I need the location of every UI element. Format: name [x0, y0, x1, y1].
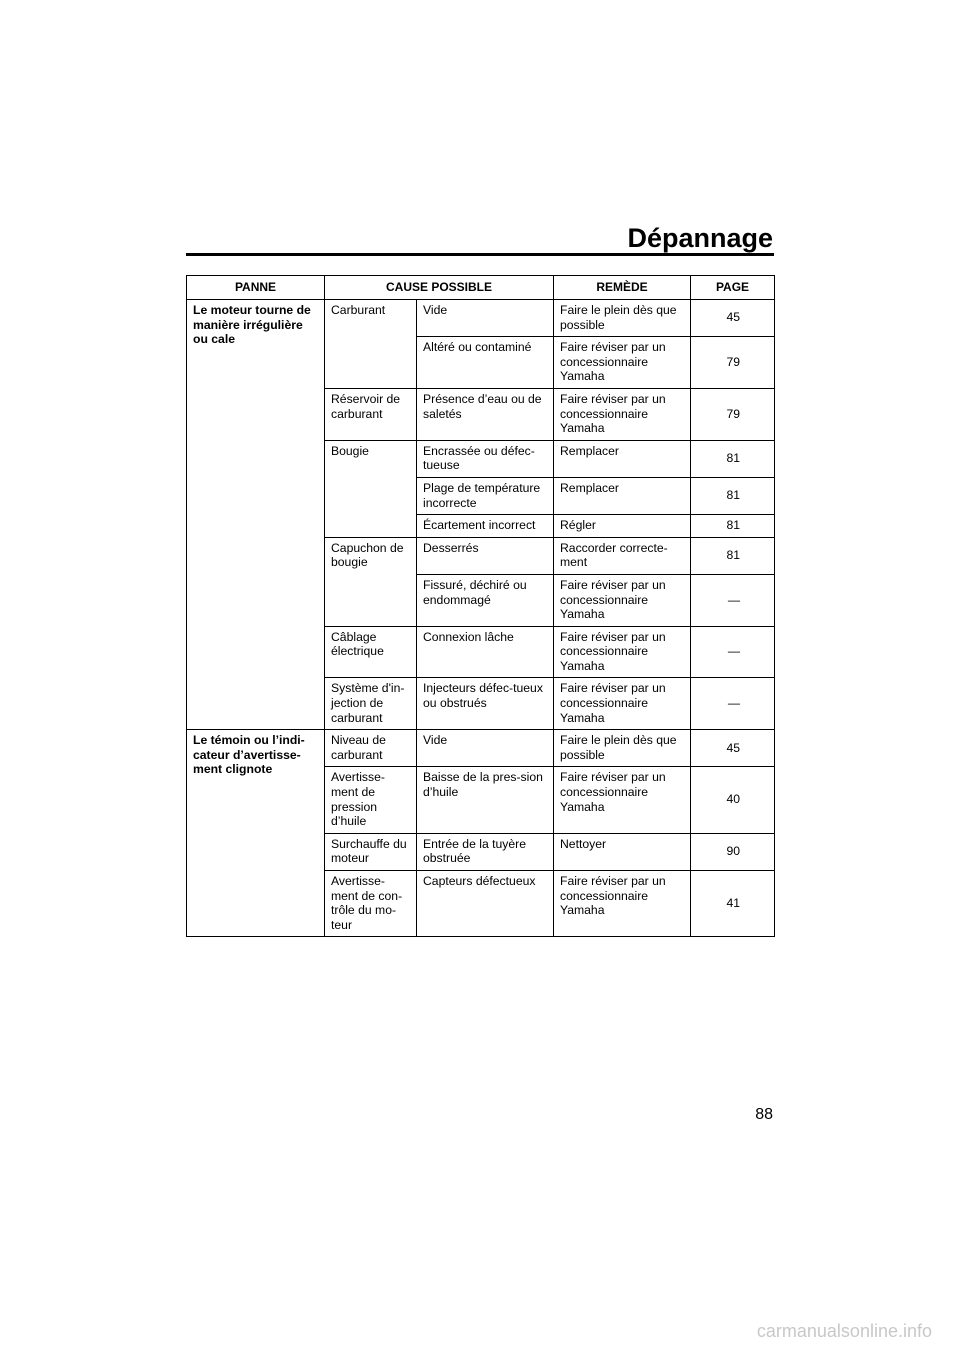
panne-cell: Le témoin ou l’indi-cateur d’avertisse-ment clignote [187, 730, 325, 937]
page-cell: 90 [691, 833, 775, 870]
detail-cell: Desserrés [417, 537, 554, 574]
page-cell: 81 [691, 440, 775, 477]
cause-cell: Bougie [325, 440, 417, 537]
page-cell: — [691, 574, 775, 626]
page-cell: 81 [691, 537, 775, 574]
header-cause: CAUSE POSSIBLE [325, 276, 554, 300]
remede-cell: Faire réviser par un concessionnaire Yamaha [554, 626, 691, 678]
page-cell: — [691, 626, 775, 678]
page-cell: 40 [691, 767, 775, 833]
remede-cell: Nettoyer [554, 833, 691, 870]
remede-cell: Faire réviser par un concessionnaire Yamaha [554, 388, 691, 440]
header-page: PAGE [691, 276, 775, 300]
detail-cell: Baisse de la pres-sion d’huile [417, 767, 554, 833]
cause-cell: Système d'in-jection de carburant [325, 678, 417, 730]
remede-cell: Faire réviser par un concessionnaire Yamaha [554, 337, 691, 389]
title-rule [186, 253, 774, 256]
detail-cell: Capteurs défectueux [417, 871, 554, 937]
cause-cell: Capuchon de bougie [325, 537, 417, 626]
remede-cell: Faire réviser par un concessionnaire Yamaha [554, 871, 691, 937]
panne-cell: Le moteur tourne de manière irrégulière ou cale [187, 300, 325, 730]
remede-cell: Faire le plein dès que possible [554, 730, 691, 767]
cause-cell: Carburant [325, 300, 417, 389]
table-row [187, 730, 775, 767]
remede-cell: Faire réviser par un concessionnaire Yamaha [554, 574, 691, 626]
cause-cell: Réservoir de carburant [325, 388, 417, 440]
table-body [187, 300, 775, 937]
page-cell: 81 [691, 477, 775, 514]
cause-cell: Niveau de carburant [325, 730, 417, 767]
detail-cell: Présence d’eau ou de saletés [417, 388, 554, 440]
remede-cell: Régler [554, 515, 691, 538]
detail-cell: Encrassée ou défec-tueuse [417, 440, 554, 477]
page-cell: 41 [691, 871, 775, 937]
remede-cell: Remplacer [554, 440, 691, 477]
page-number: 88 [755, 1106, 773, 1123]
remede-cell: Faire le plein dès que possible [554, 300, 691, 337]
detail-cell: Plage de température incorrecte [417, 477, 554, 514]
detail-cell: Vide [417, 300, 554, 337]
header-remede: REMÈDE [554, 276, 691, 300]
cause-cell: Câblage électrique [325, 626, 417, 678]
header-panne: PANNE [187, 276, 325, 300]
watermark: carmanualsonline.info [756, 1321, 932, 1341]
page-cell: — [691, 678, 775, 730]
table-header-row [187, 276, 775, 300]
page-cell: 45 [691, 300, 775, 337]
remede-cell: Faire réviser par un concessionnaire Yamaha [554, 678, 691, 730]
page-cell: 79 [691, 388, 775, 440]
cause-cell: Avertisse-ment de pression d’huile [325, 767, 417, 833]
detail-cell: Vide [417, 730, 554, 767]
remede-cell: Raccorder correcte-ment [554, 537, 691, 574]
detail-cell: Entrée de la tuyère obstruée [417, 833, 554, 870]
remede-cell: Remplacer [554, 477, 691, 514]
detail-cell: Fissuré, déchiré ou endommagé [417, 574, 554, 626]
detail-cell: Altéré ou contaminé [417, 337, 554, 389]
detail-cell: Connexion lâche [417, 626, 554, 678]
troubleshooting-table [186, 275, 775, 937]
table-row [187, 300, 775, 337]
page-cell: 81 [691, 515, 775, 538]
remede-cell: Faire réviser par un concessionnaire Yamaha [554, 767, 691, 833]
cause-cell: Surchauffe du moteur [325, 833, 417, 870]
detail-cell: Injecteurs défec-tueux ou obstrués [417, 678, 554, 730]
page-cell: 45 [691, 730, 775, 767]
page-title: Dépannage [627, 223, 773, 253]
page-cell: 79 [691, 337, 775, 389]
detail-cell: Écartement incorrect [417, 515, 554, 538]
cause-cell: Avertisse-ment de con-trôle du mo-teur [325, 871, 417, 937]
